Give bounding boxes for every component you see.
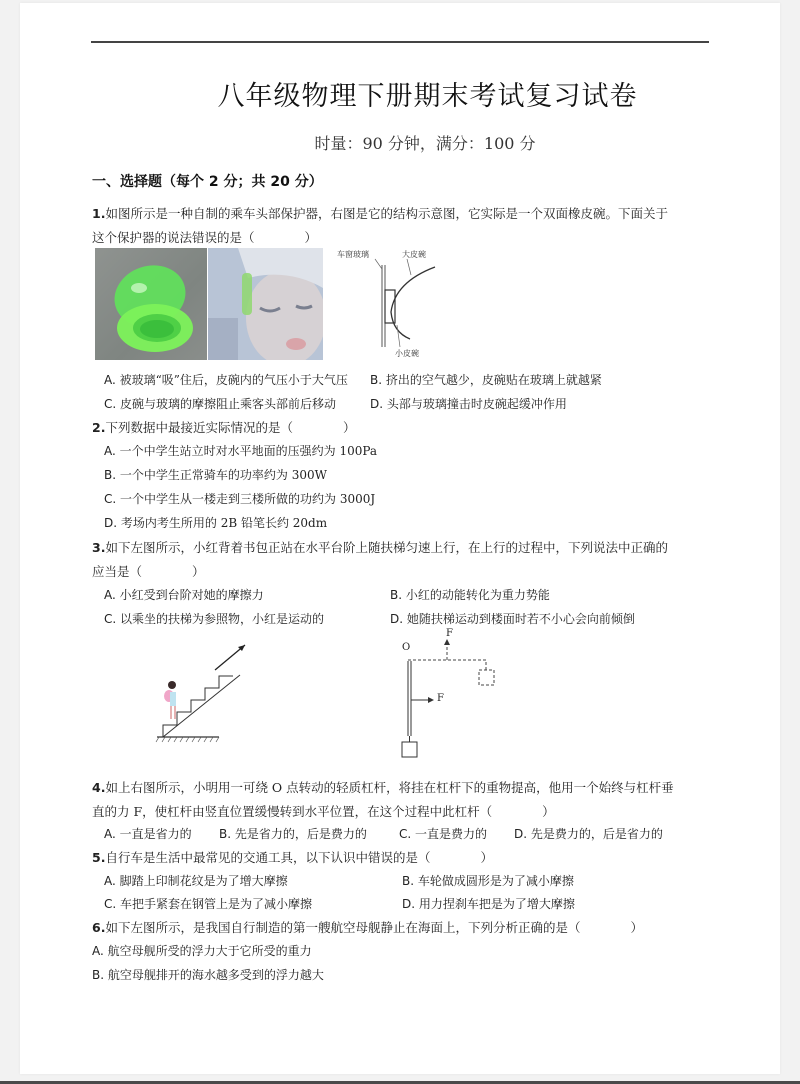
green-suction-cup-image bbox=[95, 248, 207, 360]
child-with-protector-photo bbox=[208, 248, 323, 360]
question-4-stem: 4.如上右图所示，小明用一可绕 O 点转动的轻质杠杆，将挂在杠杆下的重物提高，他用一个始终与杠杆垂 bbox=[92, 780, 674, 795]
q3-option-c: C. 以乘坐的扶梯为参照物，小红是运动的 bbox=[104, 612, 325, 626]
question-3-stem: 3.如下左图所示，小红背着书包正站在水平台阶上随扶梯匀速上行，在上行的过程中，下列说法中正确的 bbox=[92, 540, 668, 555]
q2-option-c: C. 一个中学生从一楼走到三楼所做的功约为 3000J bbox=[104, 492, 376, 506]
suction-cup-photo bbox=[95, 248, 207, 360]
lever-force-up-label: F bbox=[446, 628, 453, 639]
q4-option-a: A. 一直是省力的 bbox=[104, 827, 192, 841]
q6-option-b: B. 航空母舰排开的海水越多受到的浮力越大 bbox=[92, 968, 324, 982]
q2-option-d: D. 考场内考生所用的 2B 铅笔长约 20dm bbox=[104, 516, 328, 530]
protector-structure-diagram bbox=[335, 247, 465, 362]
question-3-stem-cont: 应当是（ ） bbox=[92, 564, 205, 579]
child-face-image bbox=[208, 248, 323, 360]
q5-option-a: A. 脚踏上印制花纹是为了增大摩擦 bbox=[104, 874, 288, 888]
question-1-stem-cont: 这个保护器的说法错误的是（ ） bbox=[92, 230, 318, 245]
q1-option-a: A. 被玻璃“吸”住后，皮碗内的气压小于大气压 bbox=[104, 373, 348, 387]
label-car-window-glass: 车窗玻璃 bbox=[337, 250, 369, 259]
q1-option-b: B. 挤出的空气越少，皮碗贴在玻璃上就越紧 bbox=[370, 373, 602, 387]
question-6-stem: 6.如下左图所示，是我国自行制造的第一艘航空母舰静止在海面上，下列分析正确的是（ ） bbox=[92, 920, 643, 935]
escalator-diagram bbox=[155, 640, 255, 745]
question-5-stem: 5.自行车是生活中最常见的交通工具，以下认识中错误的是（ ） bbox=[92, 850, 493, 865]
q4-option-d: D. 先是费力的，后是省力的 bbox=[514, 827, 663, 841]
q6-option-a: A. 航空母舰所受的浮力大于它所受的重力 bbox=[92, 944, 312, 958]
header-rule bbox=[91, 41, 709, 43]
label-small-cup: 小皮碗 bbox=[395, 349, 419, 358]
question-4-stem-cont: 直的力 F，使杠杆由竖直位置缓慢转到水平位置，在这个过程中此杠杆（ ） bbox=[92, 804, 555, 819]
q2-option-b: B. 一个中学生正常骑车的功率约为 300W bbox=[104, 468, 327, 482]
question-1-stem: 1.如图所示是一种自制的乘车头部保护器，右图是它的结构示意图，它实际是一个双面橡皮碗。下面关于 bbox=[92, 206, 668, 221]
q2-option-a: A. 一个中学生站立时对水平地面的压强约为 100Pa bbox=[104, 444, 378, 458]
q5-option-c: C. 车把手紧套在钢管上是为了减小摩擦 bbox=[104, 897, 313, 911]
q3-option-a: A. 小红受到台阶对她的摩擦力 bbox=[104, 588, 264, 602]
question-2-stem: 2.下列数据中最接近实际情况的是（ ） bbox=[92, 420, 356, 435]
q3-option-b: B. 小红的动能转化为重力势能 bbox=[390, 588, 550, 602]
q5-option-b: B. 车轮做成圆形是为了减小摩擦 bbox=[402, 874, 574, 888]
q1-option-d: D. 头部与玻璃撞击时皮碗起缓冲作用 bbox=[370, 397, 567, 411]
page-title: 八年级物理下册期末考试复习试卷 bbox=[217, 81, 638, 112]
lever-force-right-label: F bbox=[437, 693, 444, 704]
q1-option-c: C. 皮碗与玻璃的摩擦阻止乘客头部前后移动 bbox=[104, 397, 337, 411]
lever-pivot-label-o: O bbox=[402, 642, 411, 653]
q4-option-b: B. 先是省力的，后是费力的 bbox=[219, 827, 367, 841]
label-large-cup: 大皮碗 bbox=[402, 250, 426, 259]
exam-duration-score: 时量：90 分钟，满分：100 分 bbox=[314, 134, 536, 153]
q5-option-d: D. 用力捏刹车把是为了增大摩擦 bbox=[402, 897, 575, 911]
lever-diagram bbox=[398, 628, 503, 763]
q3-option-d: D. 她随扶梯运动到楼面时若不小心会向前倾倒 bbox=[390, 612, 635, 626]
section-heading: 一、选择题（每个 2 分；共 20 分） bbox=[92, 174, 323, 190]
girl-figure bbox=[164, 681, 176, 719]
q4-option-c: C. 一直是费力的 bbox=[399, 827, 488, 841]
